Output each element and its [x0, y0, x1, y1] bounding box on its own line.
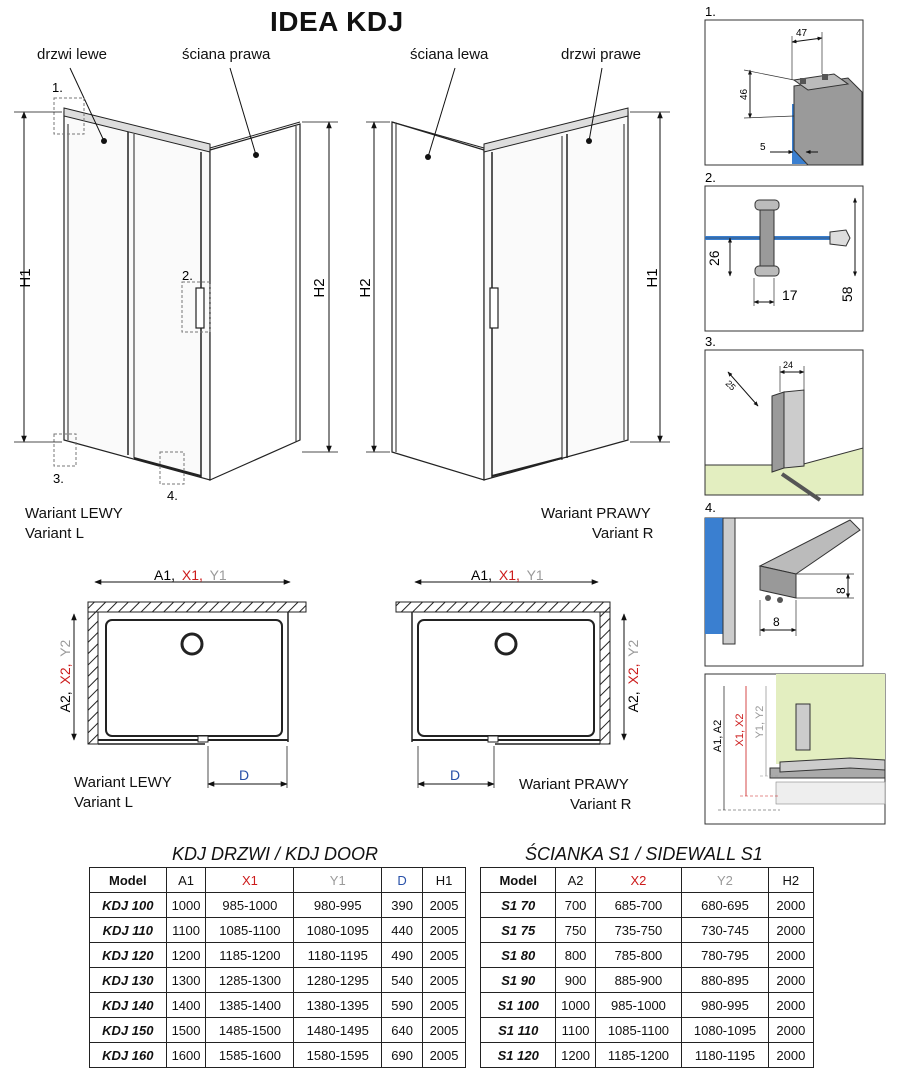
svg-text:A1, X1, Y1: [471, 567, 544, 583]
wall-table: [480, 867, 814, 1068]
header-a1: A1: [166, 868, 206, 893]
detail-3-dim-b: 25: [723, 378, 738, 393]
value-cell: 2000: [768, 943, 813, 968]
value-cell: 985-1000: [595, 993, 682, 1018]
x2-label-right: X2,: [625, 663, 641, 685]
table-row: [90, 893, 466, 918]
detail-5-y-label: Y1, Y2: [754, 705, 766, 739]
door-table-title: KDJ DRZWI / KDJ DOOR: [172, 844, 378, 864]
model-cell: S1 75: [481, 918, 556, 943]
perspective-drawings: [0, 0, 700, 560]
value-cell: 1185-1200: [595, 1043, 682, 1068]
value-cell: 2005: [423, 918, 466, 943]
a1-label-left: A1,: [154, 567, 176, 583]
x1-label-right: X1,: [498, 567, 520, 583]
value-cell: 1080-1095: [294, 918, 382, 943]
detail-3-dim-a: 24: [783, 360, 794, 370]
value-cell: 1585-1600: [206, 1043, 294, 1068]
label-right-door: drzwi prawe: [561, 46, 642, 63]
d-label-right: D: [450, 767, 461, 783]
value-cell: 1100: [556, 1018, 595, 1043]
detail-1-panel: [705, 20, 863, 165]
y2-label-right: Y2: [625, 639, 641, 657]
detail-1-dim-a: 47: [796, 28, 808, 39]
svg-text:A1, X1, Y1: [154, 567, 227, 583]
value-cell: 900: [556, 968, 595, 993]
value-cell: 800: [556, 943, 595, 968]
value-cell: 685-700: [595, 893, 682, 918]
model-cell: KDJ 130: [90, 968, 167, 993]
detail-2-panel: [705, 186, 863, 331]
plan-variant-left-pl: Wariant LEWY: [74, 774, 172, 791]
y1-label-right: Y1: [526, 567, 544, 583]
table-row: [481, 943, 814, 968]
h1-label-left: H1: [17, 268, 34, 288]
detail-4-dim-b: 8: [834, 587, 848, 594]
plan-left: [74, 582, 306, 788]
detail-4-number: 4.: [705, 500, 716, 515]
svg-text:A2, X2, Y2: [57, 639, 73, 712]
variant-left-pl: Wariant LEWY: [25, 505, 123, 522]
detail-marker-4: 4.: [167, 488, 178, 503]
value-cell: 1385-1400: [206, 993, 294, 1018]
value-cell: 1480-1495: [294, 1018, 382, 1043]
wall-table-title: ŚCIANKA S1 / SIDEWALL S1: [525, 844, 763, 864]
value-cell: 2000: [768, 1043, 813, 1068]
value-cell: 1280-1295: [294, 968, 382, 993]
plan-variant-right-en: Variant R: [570, 796, 632, 813]
value-cell: 2000: [768, 918, 813, 943]
table-row: [90, 968, 466, 993]
header-d: D: [382, 868, 423, 893]
value-cell: 1600: [166, 1043, 206, 1068]
plan-right: [396, 582, 624, 788]
detail-marker-3: 3.: [53, 471, 64, 486]
value-cell: 390: [382, 893, 423, 918]
value-cell: 2005: [423, 893, 466, 918]
detail-2-number: 2.: [705, 170, 716, 185]
value-cell: 690: [382, 1043, 423, 1068]
door-table-header: [90, 868, 466, 893]
wall-table-header: [481, 868, 814, 893]
detail-1-number: 1.: [705, 4, 716, 19]
h2-label-left: H2: [311, 278, 328, 298]
model-cell: KDJ 160: [90, 1043, 167, 1068]
value-cell: 2005: [423, 968, 466, 993]
detail-4-dim-a: 8: [773, 615, 780, 629]
table-row: [481, 1018, 814, 1043]
value-cell: 2000: [768, 893, 813, 918]
model-cell: S1 100: [481, 993, 556, 1018]
header-y2: Y2: [682, 868, 769, 893]
header-model: Model: [90, 868, 167, 893]
value-cell: 2005: [423, 993, 466, 1018]
table-row: [481, 918, 814, 943]
table-row: [481, 993, 814, 1018]
x1-label-left: X1,: [181, 567, 203, 583]
value-cell: 1380-1395: [294, 993, 382, 1018]
header-y1: Y1: [294, 868, 382, 893]
value-cell: 1100: [166, 918, 206, 943]
value-cell: 2005: [423, 943, 466, 968]
h2-label-right: H2: [357, 278, 374, 298]
value-cell: 490: [382, 943, 423, 968]
value-cell: 1080-1095: [682, 1018, 769, 1043]
value-cell: 1085-1100: [595, 1018, 682, 1043]
y2-label-left: Y2: [57, 639, 73, 657]
value-cell: 440: [382, 918, 423, 943]
detail-5-a-label: A1, A2: [712, 719, 724, 753]
value-cell: 1180-1195: [294, 943, 382, 968]
value-cell: 2000: [768, 993, 813, 1018]
header-x2: X2: [595, 868, 682, 893]
model-cell: S1 110: [481, 1018, 556, 1043]
detail-2-dim-c: 58: [839, 286, 855, 302]
plan-variant-left-en: Variant L: [74, 794, 133, 811]
value-cell: 640: [382, 1018, 423, 1043]
detail-3-number: 3.: [705, 334, 716, 349]
a2-label-left: A2,: [57, 691, 73, 713]
model-cell: KDJ 100: [90, 893, 167, 918]
model-cell: S1 90: [481, 968, 556, 993]
page-title: IDEA KDJ: [270, 6, 404, 37]
plan-variant-right-pl: Wariant PRAWY: [519, 776, 629, 793]
table-row: [90, 1043, 466, 1068]
value-cell: 1200: [556, 1043, 595, 1068]
value-cell: 2005: [423, 1018, 466, 1043]
detail-marker-1: 1.: [52, 80, 63, 95]
y1-label-left: Y1: [209, 567, 227, 583]
table-row: [481, 968, 814, 993]
table-row: [90, 943, 466, 968]
value-cell: 700: [556, 893, 595, 918]
value-cell: 1085-1100: [206, 918, 294, 943]
variant-right-en: Variant R: [592, 525, 654, 542]
right-variant-drawing: [392, 108, 628, 480]
value-cell: 980-995: [294, 893, 382, 918]
model-cell: KDJ 120: [90, 943, 167, 968]
detail-3-panel: [705, 350, 863, 500]
value-cell: 1300: [166, 968, 206, 993]
model-cell: KDJ 110: [90, 918, 167, 943]
value-cell: 680-695: [682, 893, 769, 918]
detail-5-x-label: X1, X2: [734, 713, 746, 747]
a1-label-right: A1,: [471, 567, 493, 583]
value-cell: 885-900: [595, 968, 682, 993]
table-row: [90, 1018, 466, 1043]
value-cell: 1285-1300: [206, 968, 294, 993]
value-cell: 780-795: [682, 943, 769, 968]
header-h1: H1: [423, 868, 466, 893]
detail-1-dim-c: 5: [760, 142, 766, 153]
detail-2-dim-b: 17: [782, 287, 798, 303]
label-right-wall: ściana prawa: [182, 46, 271, 63]
value-cell: 1000: [166, 893, 206, 918]
detail-5-panel: [705, 674, 885, 824]
model-cell: S1 80: [481, 943, 556, 968]
value-cell: 1200: [166, 943, 206, 968]
value-cell: 750: [556, 918, 595, 943]
variant-right-pl: Wariant PRAWY: [541, 505, 651, 522]
header-x1: X1: [206, 868, 294, 893]
model-cell: S1 70: [481, 893, 556, 918]
value-cell: 1400: [166, 993, 206, 1018]
h1-label-right: H1: [644, 268, 661, 288]
label-left-door: drzwi lewe: [37, 46, 108, 63]
value-cell: 785-800: [595, 943, 682, 968]
value-cell: 2005: [423, 1043, 466, 1068]
svg-text:A2, X2, Y2: [625, 639, 641, 712]
value-cell: 1000: [556, 993, 595, 1018]
value-cell: 1485-1500: [206, 1018, 294, 1043]
value-cell: 540: [382, 968, 423, 993]
value-cell: 730-745: [682, 918, 769, 943]
value-cell: 1580-1595: [294, 1043, 382, 1068]
detail-panels: [700, 0, 906, 830]
table-row: [90, 993, 466, 1018]
value-cell: 1180-1195: [682, 1043, 769, 1068]
header-a2: A2: [556, 868, 595, 893]
d-label-left: D: [239, 767, 250, 783]
value-cell: 980-995: [682, 993, 769, 1018]
door-table: [89, 867, 466, 1068]
detail-marker-2: 2.: [182, 268, 193, 283]
value-cell: 2000: [768, 968, 813, 993]
model-cell: KDJ 140: [90, 993, 167, 1018]
table-row: [90, 918, 466, 943]
detail-1-dim-b: 46: [739, 88, 750, 100]
value-cell: 1185-1200: [206, 943, 294, 968]
left-variant-drawing: [64, 108, 300, 480]
x2-label-left: X2,: [57, 663, 73, 685]
header-model: Model: [481, 868, 556, 893]
table-row: [481, 1043, 814, 1068]
table-row: [481, 893, 814, 918]
header-h2: H2: [768, 868, 813, 893]
model-cell: KDJ 150: [90, 1018, 167, 1043]
value-cell: 1500: [166, 1018, 206, 1043]
value-cell: 985-1000: [206, 893, 294, 918]
value-cell: 590: [382, 993, 423, 1018]
label-left-wall: ściana lewa: [410, 46, 489, 63]
detail-2-dim-a: 26: [706, 250, 722, 266]
value-cell: 2000: [768, 1018, 813, 1043]
value-cell: 880-895: [682, 968, 769, 993]
value-cell: 735-750: [595, 918, 682, 943]
model-cell: S1 120: [481, 1043, 556, 1068]
a2-label-right: A2,: [625, 691, 641, 713]
variant-left-en: Variant L: [25, 525, 84, 542]
